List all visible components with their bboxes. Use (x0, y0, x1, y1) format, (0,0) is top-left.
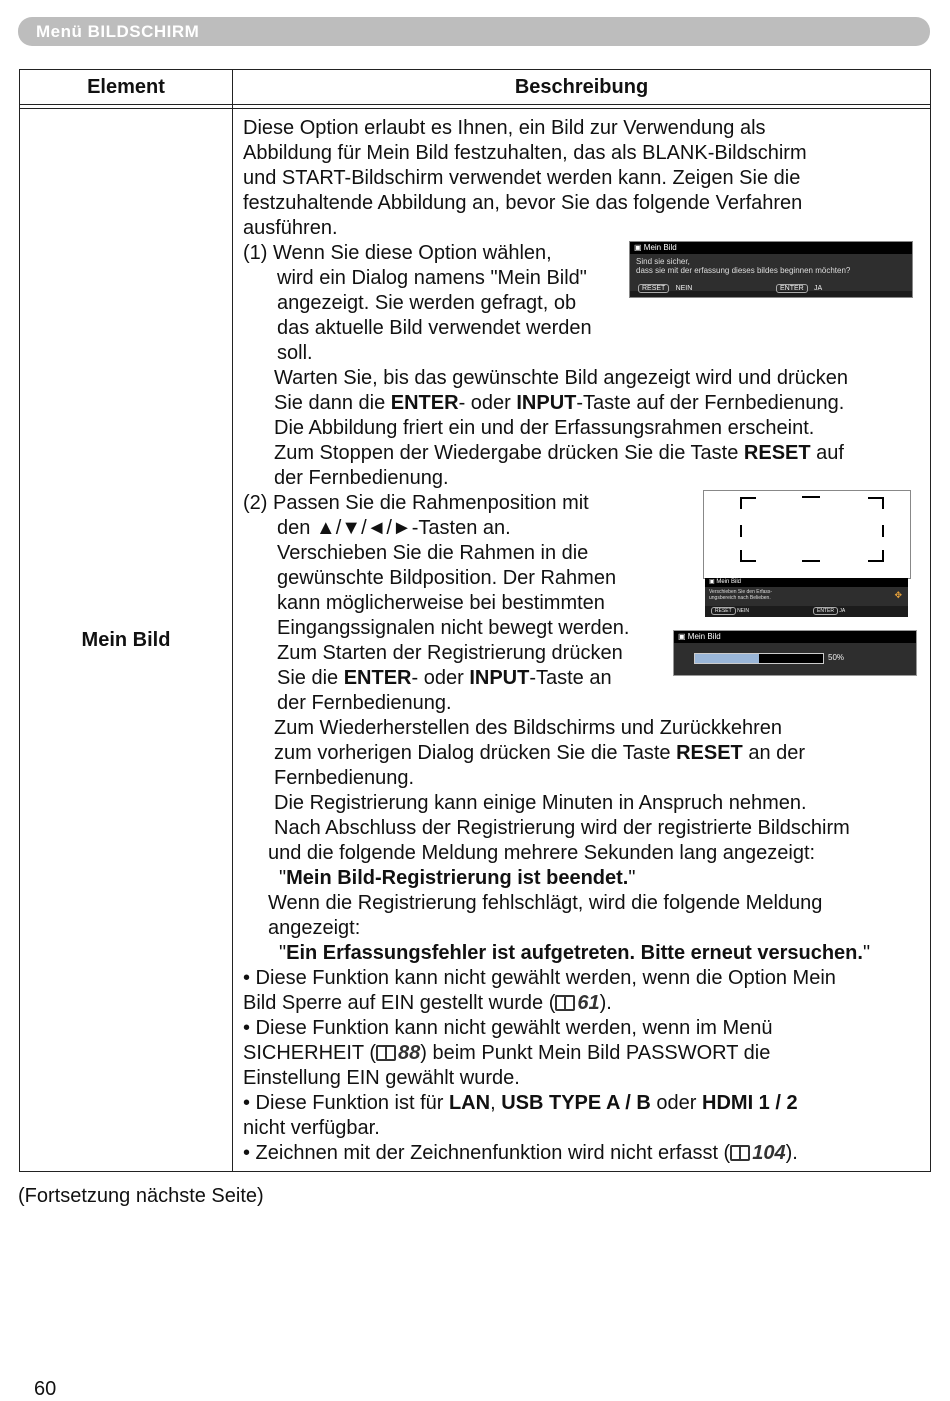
step2-line: der Fernbedienung. (277, 692, 452, 714)
step2-line: (2) Passen Sie die Rahmenposition mit (243, 492, 589, 514)
success-message: "Mein Bild-Registrierung ist beendet." (279, 867, 636, 889)
step2-line: gewünschte Bildposition. Der Rahmen (277, 567, 617, 589)
header-element: Element (20, 70, 233, 105)
note-line: Bild Sperre auf EIN gestellt wurde ( 61). (243, 992, 612, 1014)
book-icon (730, 1145, 750, 1161)
step2-line: den ▲/▼/◄/►-Tasten an. (277, 517, 511, 539)
note-line: • Diese Funktion kann nicht gewählt werden, wenn die Option Mein (243, 967, 836, 989)
fail-line: angezeigt: (268, 917, 361, 939)
note-line: Einstellung EIN gewählt wurde. (243, 1067, 520, 1089)
step1-line: (1) Wenn Sie diese Option wählen, (243, 242, 552, 264)
table-header-row (20, 70, 931, 105)
settings-table (19, 69, 931, 1172)
page-number: 60 (34, 1378, 57, 1400)
wait-line: Zum Stoppen der Wiedergabe drücken Sie die Taste RESET auf (274, 442, 844, 464)
restore-line: Nach Abschluss der Registrierung wird der registrierte Bildschirm (274, 817, 850, 839)
error-message: "Ein Erfassungsfehler ist aufgetreten. Bitte erneut versuchen." (279, 942, 871, 964)
restore-line: Die Registrierung kann einige Minuten in Anspruch nehmen. (274, 792, 807, 814)
page-ref-link[interactable]: 61 (577, 992, 600, 1014)
reset-button[interactable]: RESET (638, 284, 669, 293)
mein-bild-position-dialog: ▣ Mein Bild Verschieben Sie den Erfass- ungsbereich nach Belieben. RESET NEIN ENTER JA ✥ (705, 578, 908, 617)
reset-button[interactable]: RESET (711, 607, 736, 615)
mein-bild-confirm-dialog: ▣ Mein Bild Sind sie sicher, dass sie mit der erfassung dieses bildes beginnen möchten? RESET NEIN ENTER JA (629, 241, 913, 298)
header-description: Beschreibung (233, 70, 931, 105)
wait-line: Sie dann die ENTER- oder INPUT-Taste auf der Fernbedienung. (274, 392, 845, 414)
step1-line: wird ein Dialog namens "Mein Bild" (277, 267, 587, 289)
wait-line: der Fernbedienung. (274, 467, 449, 489)
page-ref-link[interactable]: 88 (397, 1042, 421, 1064)
continued-note: (Fortsetzung nächste Seite) (18, 1185, 264, 1207)
restore-line: Zum Wiederherstellen des Bildschirms und Zurückkehren (274, 717, 782, 739)
restore-line: zum vorherigen Dialog drücken Sie die Taste RESET an der (274, 742, 806, 764)
step2-line: Sie die ENTER- oder INPUT-Taste an (277, 667, 612, 689)
note-line: • Diese Funktion ist für LAN, USB TYPE A / B oder HDMI 1 / 2 (243, 1092, 798, 1114)
enter-button[interactable]: ENTER (776, 284, 808, 293)
step1-line: angezeigt. Sie werden gefragt, ob (277, 292, 577, 314)
row-name: Mein Bild (20, 109, 233, 1172)
desc-line: ausführen. (243, 217, 338, 239)
note-line: • Zeichnen mit der Zeichnenfunktion wird nicht erfasst ( 104). (243, 1142, 798, 1164)
restore-line: und die folgende Meldung mehrere Sekunden lang angezeigt: (268, 842, 816, 864)
desc-line: und START-Bildschirm verwendet werden kann. Zeigen Sie die (243, 167, 801, 189)
book-icon (376, 1045, 396, 1061)
fail-line: Wenn die Registrierung fehlschlägt, wird die folgende Meldung (268, 892, 823, 914)
wait-line: Die Abbildung friert ein und der Erfassungsrahmen erscheint. (274, 417, 815, 439)
note-line: • Diese Funktion kann nicht gewählt werden, wenn im Menü (243, 1017, 773, 1039)
desc-line: Diese Option erlaubt es Ihnen, ein Bild zur Verwendung als (243, 117, 766, 139)
desc-line: Abbildung für Mein Bild festzuhalten, das als BLANK-Bildschirm (243, 142, 807, 164)
note-line: nicht verfügbar. (243, 1117, 380, 1139)
step2-line: kann möglicherweise bei bestimmten (277, 592, 605, 614)
book-icon (555, 995, 575, 1011)
section-title: Menü BILDSCHIRM (36, 22, 200, 41)
note-line: SICHERHEIT ( 88) beim Punkt Mein Bild PASSWORT die (243, 1042, 771, 1064)
section-header (18, 17, 930, 46)
dialog-titlebar: ▣ Mein Bild (630, 242, 912, 254)
step2-line: Verschieben Sie die Rahmen in die (277, 542, 589, 564)
enter-button[interactable]: ENTER (813, 607, 838, 615)
progress-fill (695, 654, 759, 663)
move-arrows-icon: ✥ (894, 590, 902, 600)
step2-line: Eingangssignalen nicht bewegt werden. (277, 617, 630, 639)
capture-frame-illustration (703, 490, 911, 579)
step1-line: soll. (277, 342, 313, 364)
page-ref-link[interactable]: 104 (752, 1142, 786, 1164)
restore-line: Fernbedienung. (274, 767, 415, 789)
step1-line: das aktuelle Bild verwendet werden (277, 317, 592, 339)
mein-bild-progress-dialog: ▣ Mein Bild 50% (673, 630, 917, 676)
step2-line: Zum Starten der Registrierung drücken (277, 642, 623, 664)
desc-line: festzuhaltende Abbildung an, bevor Sie das folgende Verfahren (243, 192, 803, 214)
wait-line: Warten Sie, bis das gewünschte Bild angezeigt wird und drücken (274, 367, 849, 389)
progress-bar (694, 653, 824, 664)
progress-label: 50% (828, 653, 845, 662)
